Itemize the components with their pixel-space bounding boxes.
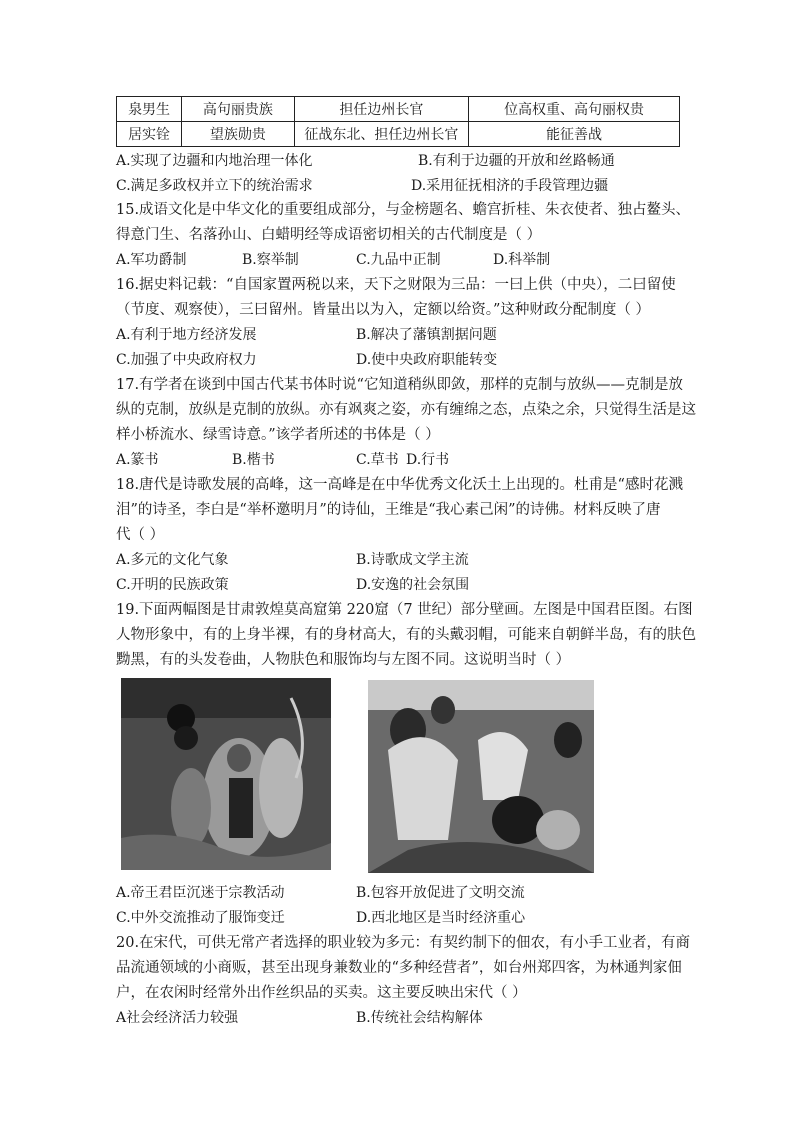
q15-option-d: D.科举制 (493, 252, 551, 268)
q19-option-b: B.包容开放促进了文明交流 (356, 885, 525, 901)
table-cell: 高句丽贵族 (182, 97, 295, 122)
q16-stem-line: （节度、观察使），三曰留州。皆量出以为入，定额以给资。”这种财政分配制度（ ） (116, 302, 651, 318)
q18-stem-line: 代（ ） (116, 527, 165, 543)
q15-option-a: A.军功爵制 (116, 252, 187, 268)
q17-option-c: C.草书 (356, 452, 399, 468)
table-cell: 居实铨 (117, 122, 182, 147)
table-row (117, 97, 680, 122)
q16-option-c: C.加强了中央政府权力 (116, 352, 257, 368)
q19-option-c: C.中外交流推动了服饰变迁 (116, 910, 285, 926)
table-cell: 泉男生 (117, 97, 182, 122)
q17-option-a: A.篆书 (116, 452, 159, 468)
q14-option-a: A.实现了边疆和内地治理一体化 (116, 153, 313, 169)
table-cell: 望族勋贵 (182, 122, 295, 147)
q20-stem-line: 品流通领域的小商贩，甚至出现身兼数业的“多种经营者”，如台州郑四客，为林通判家佃 (116, 960, 682, 976)
q15-option-b: B.察举制 (242, 252, 299, 268)
q19-stem-line: 人物形象中，有的上身半裸，有的身材高大，有的头戴羽帽，可能来自朝鲜半岛，有的肤色 (116, 627, 696, 643)
q17-option-d: D.行书 (406, 452, 450, 468)
q20-option-a: A社会经济活力较强 (116, 1010, 239, 1026)
q17-stem-line: 纵的克制，放纵是克制的放纵。亦有飒爽之姿，亦有缠绵之态，点染之余，只觉得生活是这 (116, 402, 696, 418)
q19-stem-line: 黝黑，有的头发卷曲，人物肤色和服饰均与左图不同。这说明当时（ ） (116, 652, 571, 668)
q18-stem-line: 泪”的诗圣，李白是“举杯邀明月”的诗仙，王维是“我心素己闲”的诗佛。材料反映了唐 (116, 502, 661, 518)
table-cell: 担任边州长官 (294, 97, 468, 122)
q17-option-b: B.楷书 (232, 452, 275, 468)
q14-option-d: D.采用征抚相济的手段管理边疆 (411, 178, 609, 194)
mural-left-image (121, 678, 331, 870)
q19-stem-line: 19.下面两幅图是甘肃敦煌莫高窟第 220窟（7 世纪）部分壁画。左图是中国君臣图。右图 (116, 602, 693, 618)
q17-stem-line: 样小桥流水、绿雪诗意。”该学者所述的书体是（ ） (116, 427, 440, 443)
q19-option-d: D.西北地区是当时经济重心 (356, 910, 526, 926)
q14-option-b: B.有利于边疆的开放和丝路畅通 (418, 153, 615, 169)
q14-option-c: C.满足多政权并立下的统治需求 (116, 178, 313, 194)
q16-stem-line: 16.据史料记载：“自国家置两税以来，天下之财限为三品：一曰上供（中央），二曰留使 (116, 277, 676, 293)
table-cell: 征战东北、担任边州长官 (294, 122, 468, 147)
q18-option-b: B.诗歌成文学主流 (356, 552, 469, 568)
q15-option-c: C.九品中正制 (356, 252, 441, 268)
q15-stem-line: 得意门生、名落孙山、白蜡明经等成语密切相关的古代制度是（ ） (116, 227, 542, 243)
mural-right-image (368, 680, 594, 873)
q15-stem-line: 15.成语文化是中华文化的重要组成部分，与金榜题名、蟾宫折桂、朱衣使者、独占鳌头、 (116, 202, 691, 218)
q18-option-c: C.开明的民族政策 (116, 577, 229, 593)
q20-stem-line: 20.在宋代，可供无常产者选择的职业较为多元：有契约制下的佃农，有小手工业者，有商 (116, 935, 691, 951)
q19-option-a: A.帝王君臣沉迷于宗教活动 (116, 885, 285, 901)
table-cell: 能征善战 (469, 122, 680, 147)
q16-option-a: A.有利于地方经济发展 (116, 327, 257, 343)
q17-stem-line: 17.有学者在谈到中国古代某书体时说“它知道稍纵即敛，那样的克制与放纵——克制是放 (116, 377, 683, 393)
figure-table (116, 96, 680, 147)
q16-option-b: B.解决了藩镇割据问题 (356, 327, 497, 343)
q16-option-d: D.使中央政府职能转变 (356, 352, 498, 368)
q20-stem-line: 户，在农闲时经常外出作丝织品的买卖。这主要反映出宋代（ ） (116, 985, 527, 1001)
table-cell: 位高权重、高句丽权贵 (469, 97, 680, 122)
q18-option-d: D.安逸的社会氛围 (356, 577, 470, 593)
q20-option-b: B.传统社会结构解体 (356, 1010, 483, 1026)
q18-option-a: A.多元的文化气象 (116, 552, 229, 568)
q18-stem-line: 18.唐代是诗歌发展的高峰，这一高峰是在中华优秀文化沃土上出现的。杜甫是“感时花溅 (116, 477, 683, 493)
table-row (117, 122, 680, 147)
